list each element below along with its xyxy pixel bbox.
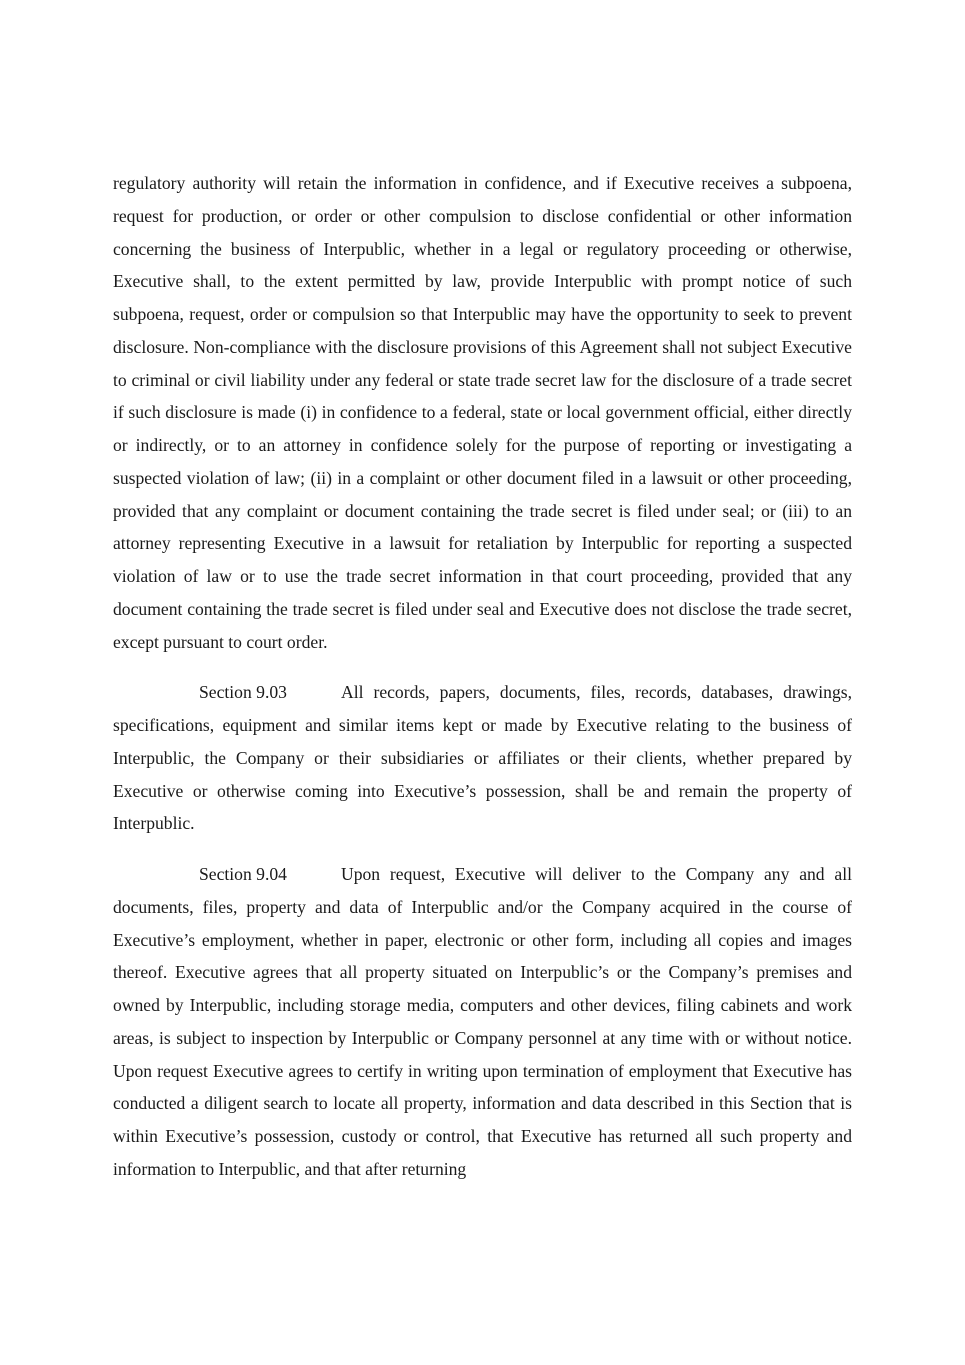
paragraph-disclosure-continuation: [113, 167, 852, 658]
document-body: [113, 167, 852, 1204]
paragraph-text: regulatory authority will retain the information in confidence, and if Executive receives a subpoena, request for production, or order or other compulsion to disclose confidential or other information concerning the business of Interpublic, whether in a legal or regulatory proceeding or otherwise, Executive shall, to the extent permitted by law, provide Interpublic with prompt notice of such subpoena, request, order or compulsion so that Interpublic may have the opportunity to seek to prevent disclosure. Non-compliance with the disclosure provisions of this Agreement shall not subject Executive to criminal or civil liability under any federal or state trade secret law for the disclosure of a trade secret if such disclosure is made (i) in confidence to a federal, state or local government official, either directly or indirectly, or to an attorney in confidence solely for the purpose of reporting or investigating a suspected violation of law; (ii) in a complaint or other document filed in a lawsuit or other proceeding, provided that any complaint or document containing the trade secret is filed under seal; or (iii) to an attorney representing Executive in a lawsuit for retaliation by Interpublic for reporting a suspected violation of law or to use the trade secret information in that court proceeding, provided that any document containing the trade secret is filed under seal and Executive does not disclose the trade secret, except pursuant to court order.: [113, 173, 852, 652]
paragraph-text: All records, papers, documents, files, records, databases, drawings, specifications, equipment and similar items kept or made by Executive relating to the business of Interpublic, the Company or their subsidiaries or affiliates or their clients, whether prepared by Executive or otherwise coming into Executive’s possession, shall be and remain the property of Interpublic.: [113, 682, 852, 834]
paragraph-text: Upon request, Executive will deliver to the Company any and all documents, files, property and data of Interpublic and/or the Company acquired in the course of Executive’s employment, whether in paper, electronic or other form, including all copies and images thereof. Executive agrees that all property situated on Interpublic’s or the Company’s premises and owned by Interpublic, including storage media, computers and other devices, filing cabinets and work areas, is subject to inspection by Interpublic or Company personnel at any time with or without notice. Upon request Executive agrees to certify in writing upon termination of employment that Executive has conducted a diligent search to locate all property, information and data described in this Section that is within Executive’s possession, custody or control, that Executive has returned all such property and information to Interpublic, and that after returning: [113, 864, 852, 1179]
paragraph-section-9-03: [113, 676, 852, 840]
section-label: Section 9.03: [199, 682, 287, 703]
section-label: Section 9.04: [199, 864, 287, 884]
paragraph-section-9-04: [113, 858, 852, 1186]
